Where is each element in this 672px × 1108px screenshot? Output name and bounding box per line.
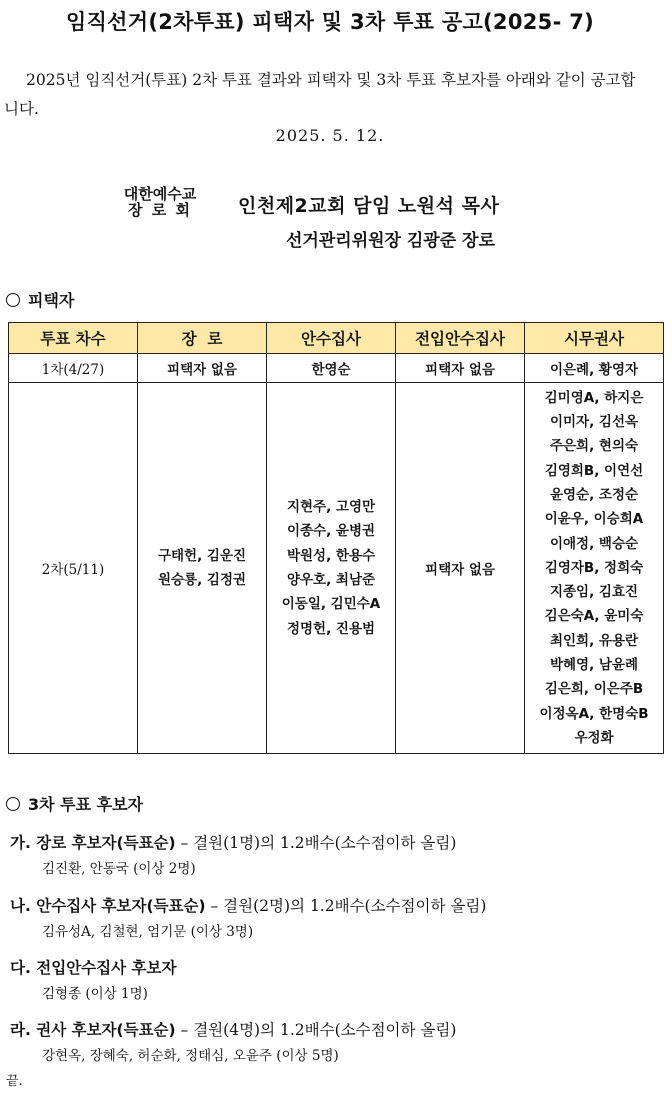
name-line: 이정옥A, 한명숙B bbox=[539, 705, 649, 722]
candidate-desc: – 결원(4명)의 1.2배수(소수점이하 올림) bbox=[175, 1021, 457, 1039]
deaconess-list bbox=[525, 386, 663, 750]
document-title: 임직선거(2차투표) 피택자 및 3차 투표 공고(2025- 7) bbox=[65, 10, 595, 34]
document-end-mark: 끝. bbox=[6, 1074, 23, 1089]
candidate-label: 가. 장로 후보자(득표순) bbox=[10, 834, 176, 852]
name-line: 지종임, 김효진 bbox=[549, 584, 639, 601]
candidate-names: 김유성A, 김철현, 엄기문 (이상 3명) bbox=[42, 924, 254, 940]
candidate-desc: – 결원(1명)의 1.2배수(소수점이하 올림) bbox=[175, 834, 457, 852]
candidate-names: 강현옥, 장혜숙, 허순화, 정태심, 오윤주 (이상 5명) bbox=[42, 1048, 339, 1064]
cell-deaconess: 이은례, 황영자 bbox=[525, 354, 664, 383]
church-line-1: 대한예수교 bbox=[123, 185, 197, 203]
name-line: 최인희, 유용란 bbox=[549, 632, 639, 649]
intro-paragraph bbox=[4, 66, 640, 124]
table-header-row bbox=[9, 323, 664, 354]
name-line: 김영자B, 정희숙 bbox=[544, 559, 644, 576]
name-line: 이종수, 윤병권 bbox=[286, 523, 376, 540]
election-results-table bbox=[8, 322, 664, 754]
cell-transfer-deacon: 피택자 없음 bbox=[396, 354, 525, 383]
section-elected-label: 피택자 bbox=[28, 291, 75, 310]
church-denomination bbox=[110, 186, 210, 218]
section-candidates-label: 3차 투표 후보자 bbox=[28, 795, 144, 814]
name-line: 정명헌, 진용범 bbox=[286, 620, 376, 637]
name-line: 양우호, 최남준 bbox=[286, 572, 376, 588]
cell-deaconess bbox=[525, 383, 664, 754]
name-line: 이윤우, 이승희A bbox=[544, 511, 644, 528]
church-line-2: 장 로 회 bbox=[128, 201, 192, 219]
name-line: 우정화 bbox=[574, 729, 614, 746]
announcement-date: 2025. 5. 12. bbox=[275, 126, 385, 145]
signature-pastor: 인천제2교회 담임 노원석 목사 bbox=[238, 195, 500, 217]
candidate-label: 나. 안수집사 후보자(득표순) bbox=[10, 897, 206, 915]
signature-committee-chair: 선거관리위원장 김광준 장로 bbox=[286, 231, 495, 251]
name-line: 지현주, 고영만 bbox=[286, 499, 376, 516]
name-line: 김은숙A, 윤미숙 bbox=[544, 608, 644, 625]
name-line: 이동일, 김민수A bbox=[281, 596, 381, 613]
section-elected-heading bbox=[6, 288, 74, 311]
header-round: 투표 차수 bbox=[9, 323, 138, 354]
name-line: 주은희, 현의숙 bbox=[549, 438, 639, 455]
name-line: 구태헌, 김운진 bbox=[157, 547, 247, 564]
intro-text: 2025년 임직선거(투표) 2차 투표 결과와 피택자 및 3차 투표 후보자를 아래와 같이 공고합니다. bbox=[4, 71, 636, 118]
deacon-list bbox=[267, 495, 395, 641]
name-line: 김은희, 이은주B bbox=[544, 681, 644, 698]
candidate-names: 김진환, 안동국 (이상 2명) bbox=[42, 861, 196, 877]
cell-deacon bbox=[267, 383, 396, 754]
cell-elder bbox=[138, 383, 267, 754]
cell-round: 1차(4/27) bbox=[9, 354, 138, 383]
candidate-group-deacon bbox=[10, 894, 660, 940]
candidate-desc: – 결원(2명)의 1.2배수(소수점이하 올림) bbox=[205, 897, 487, 915]
candidate-group-transfer-deacon bbox=[10, 956, 660, 1002]
name-line: 박원성, 한용수 bbox=[286, 547, 376, 564]
candidate-group-elder bbox=[10, 831, 660, 877]
table-row-round-1 bbox=[9, 354, 664, 383]
name-line: 이애정, 백승순 bbox=[549, 535, 639, 552]
candidate-group-deaconess bbox=[10, 1018, 660, 1064]
candidate-label: 다. 전입안수집사 후보자 bbox=[10, 959, 177, 977]
name-line: 원승룡, 김정권 bbox=[157, 572, 247, 588]
section-candidates-heading bbox=[6, 792, 143, 815]
name-line: 이미자, 김선옥 bbox=[549, 414, 639, 431]
cell-transfer-deacon: 피택자 없음 bbox=[396, 383, 525, 754]
cell-deacon: 한영순 bbox=[267, 354, 396, 383]
header-deacon: 안수집사 bbox=[267, 323, 396, 354]
elder-list bbox=[138, 544, 266, 593]
name-line: 박혜영, 남윤례 bbox=[549, 657, 639, 674]
header-elder: 장 로 bbox=[138, 323, 267, 354]
header-deaconess: 시무권사 bbox=[525, 323, 664, 354]
table-row-round-2 bbox=[9, 383, 664, 754]
name-line: 김미영A, 하지은 bbox=[544, 389, 644, 406]
header-transfer-deacon: 전입안수집사 bbox=[396, 323, 525, 354]
name-line: 윤영순, 조정순 bbox=[549, 486, 639, 503]
cell-elder: 피택자 없음 bbox=[138, 354, 267, 383]
candidate-label: 라. 권사 후보자(득표순) bbox=[10, 1021, 176, 1039]
circle-bullet-icon bbox=[6, 293, 20, 307]
cell-round: 2차(5/11) bbox=[9, 383, 138, 754]
name-line: 김영희B, 이연선 bbox=[544, 462, 644, 479]
circle-bullet-icon bbox=[6, 797, 20, 811]
candidate-names: 김형종 (이상 1명) bbox=[42, 986, 148, 1002]
